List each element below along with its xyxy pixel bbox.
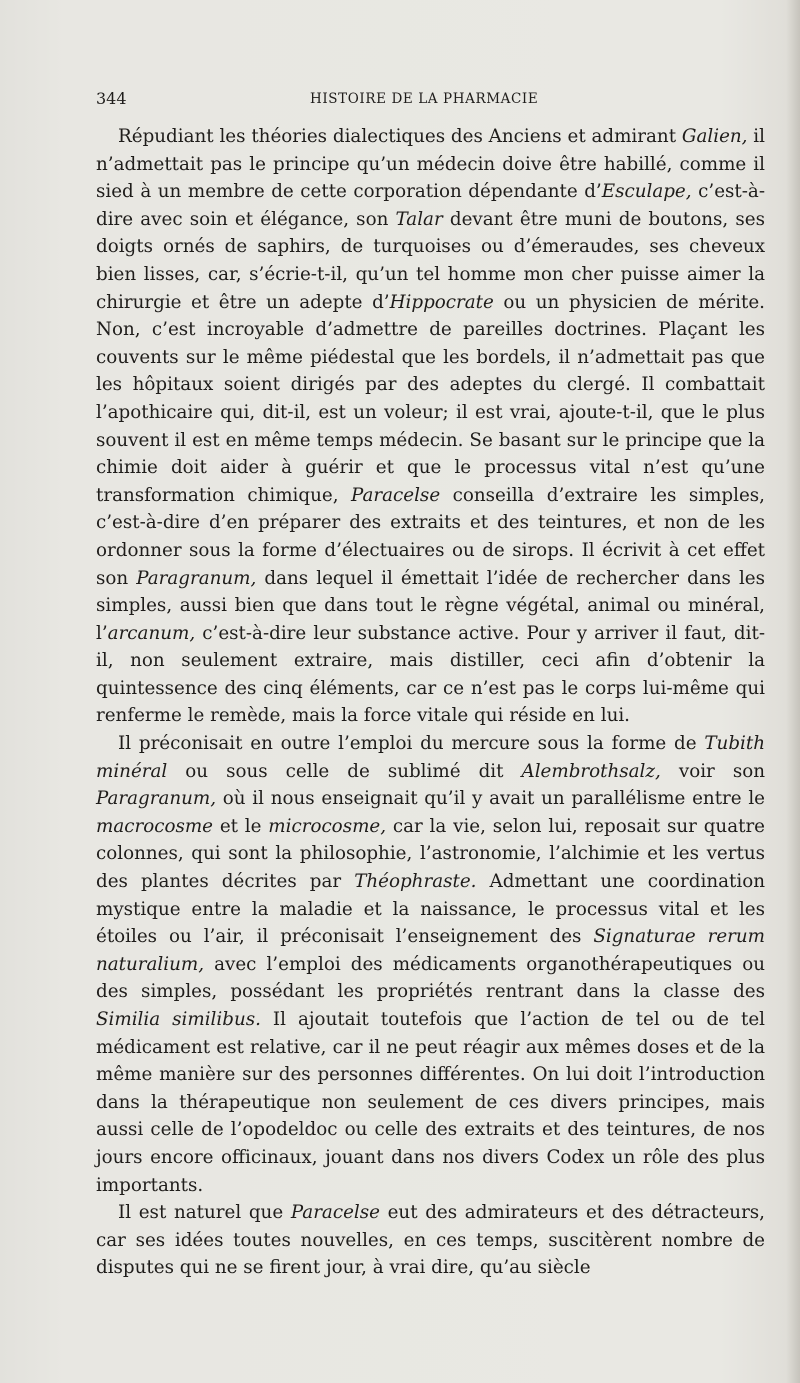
italic-term: arcanum, (107, 622, 196, 644)
paragraph (96, 730, 765, 1199)
text-run: car la vie, selon lui, reposait sur quatre colonnes, qui sont la philosophie, l’astronomie, l’alchimie et les vertus des plantes décrites par (96, 815, 766, 893)
text-run: Il préconisait en outre l’emploi du mercure sous la forme de (118, 733, 705, 755)
text-run: Il ajoutait toutefois que l’action de tel ou de tel médicament est relative, car il ne peut réagir aux mêmes doses et de la même manière sur des personnes différentes. On lui doit l’introduction dans la thérapeutique non seulement de ces divers principes, mais aussi celle de l’opodeldoc ou celle des extraits et des teintures, de nos jours encore officinaux, jouant dans nos divers Codex un rôle des plus importants. (96, 1009, 765, 1196)
text-run: et le (213, 815, 269, 837)
text-run: Répudiant les théories dialectiques des Anciens et admirant (118, 126, 682, 147)
italic-term: Hippocrate (389, 291, 494, 313)
text-run: eut des admirateurs et des détracteurs, car ses idées toutes nouvelles, en ces temps, suscitèrent nombre de disputes qui ne se firent jour, à vrai dire, qu’au siècle (96, 1202, 765, 1279)
text-run: dans lequel il émettait l’idée de rechercher dans les simples, aussi bien que dans tout le règne végétal, animal ou minéral, l’ (96, 567, 765, 644)
italic-term: Tubith minéral (96, 733, 765, 782)
text-run: c’est-à-dire leur substance active. Pour y arriver il faut, dit-il, non seulement extraire, mais distiller, ceci afin d’obtenir la quintessence des cinq éléments, car ce n’est pas le corps lui-même qui renferme le remède, mais la force vitale qui réside en lui. (96, 622, 765, 727)
text-run: il n’admettait pas le principe qu’un médecin doive être habillé, comme il sied à un membre de cette corporation dépendante d’ (96, 126, 766, 203)
page-header (96, 89, 772, 113)
italic-term: Signaturae rerum naturalium, (96, 926, 765, 975)
page-edge-shadow (786, 0, 800, 1383)
text-run: ou un physicien de mérite. Non, c’est incroyable d’admettre de pareilles doctrines. Plaçant les couvents sur le même piédestal que les bordels, il n’admettait pas que les hôpitaux soient dirigés par des adeptes du clergé. Il combattait l’apothicaire qui, dit-il, est un voleur; il est vrai, ajoute-t-il, que le plus souvent il est en même temps médecin. Se basant sur le principe que la chimie doit aider à guérir et que le processus vital n’est qu’une transformation chimique, (96, 291, 765, 506)
text-run: Il est naturel que (118, 1202, 291, 1224)
text-run: devant être muni de boutons, ses doigts ornés de saphirs, de turquoises ou d’émeraudes, ses cheveux bien lisses, car, s’écrie-t-il, qu’un tel homme mon cher puisse aimer la chirurgie et être un adepte d’ (96, 208, 765, 313)
running-title: HISTOIRE DE LA PHARMACIE (310, 91, 539, 107)
text-run: c’est-à-dire avec soin et élégance, son (96, 181, 765, 230)
italic-term: macrocosme (96, 815, 213, 837)
italic-term: Paragranum, (136, 567, 257, 589)
paragraph (96, 1199, 765, 1282)
text-run: voir son (660, 760, 765, 782)
italic-term: Paracelse (290, 1202, 380, 1224)
italic-term: Similia similibus. (96, 1009, 261, 1030)
text-run: avec l’emploi des médicaments organothérapeutiques ou des simples, possédant les propriétés rentrant dans la classe des (96, 953, 765, 1003)
italic-term: Galien, (681, 126, 748, 147)
italic-term: microcosme, (268, 815, 387, 837)
text-run: où il nous enseignait qu’il y avait un parallélisme entre le (216, 788, 765, 810)
italic-term: Paracelse (351, 484, 441, 506)
text-run: Admettant une coordination mystique entre la maladie et la naissance, le processus vital et les étoiles ou l’air, il préconisait l’enseignement des (96, 871, 765, 948)
page-number: 344 (96, 89, 127, 108)
italic-term: Alembrothsalz, (521, 760, 661, 782)
italic-term: Théophraste. (354, 871, 477, 893)
text-run: ou sous celle de sublimé dit (167, 760, 522, 782)
italic-term: Talar (395, 208, 443, 230)
text-run: conseilla d’extraire les simples, c’est-à-dire d’en préparer des extraits et des teintures, et non de les ordonner sous la forme d’électuaires ou de sirops. Il écrivit à cet effet son (96, 484, 765, 589)
body-text (96, 123, 765, 1282)
paragraph (96, 123, 765, 730)
italic-term: Esculape, (601, 181, 692, 203)
italic-term: Paragranum, (96, 788, 217, 810)
